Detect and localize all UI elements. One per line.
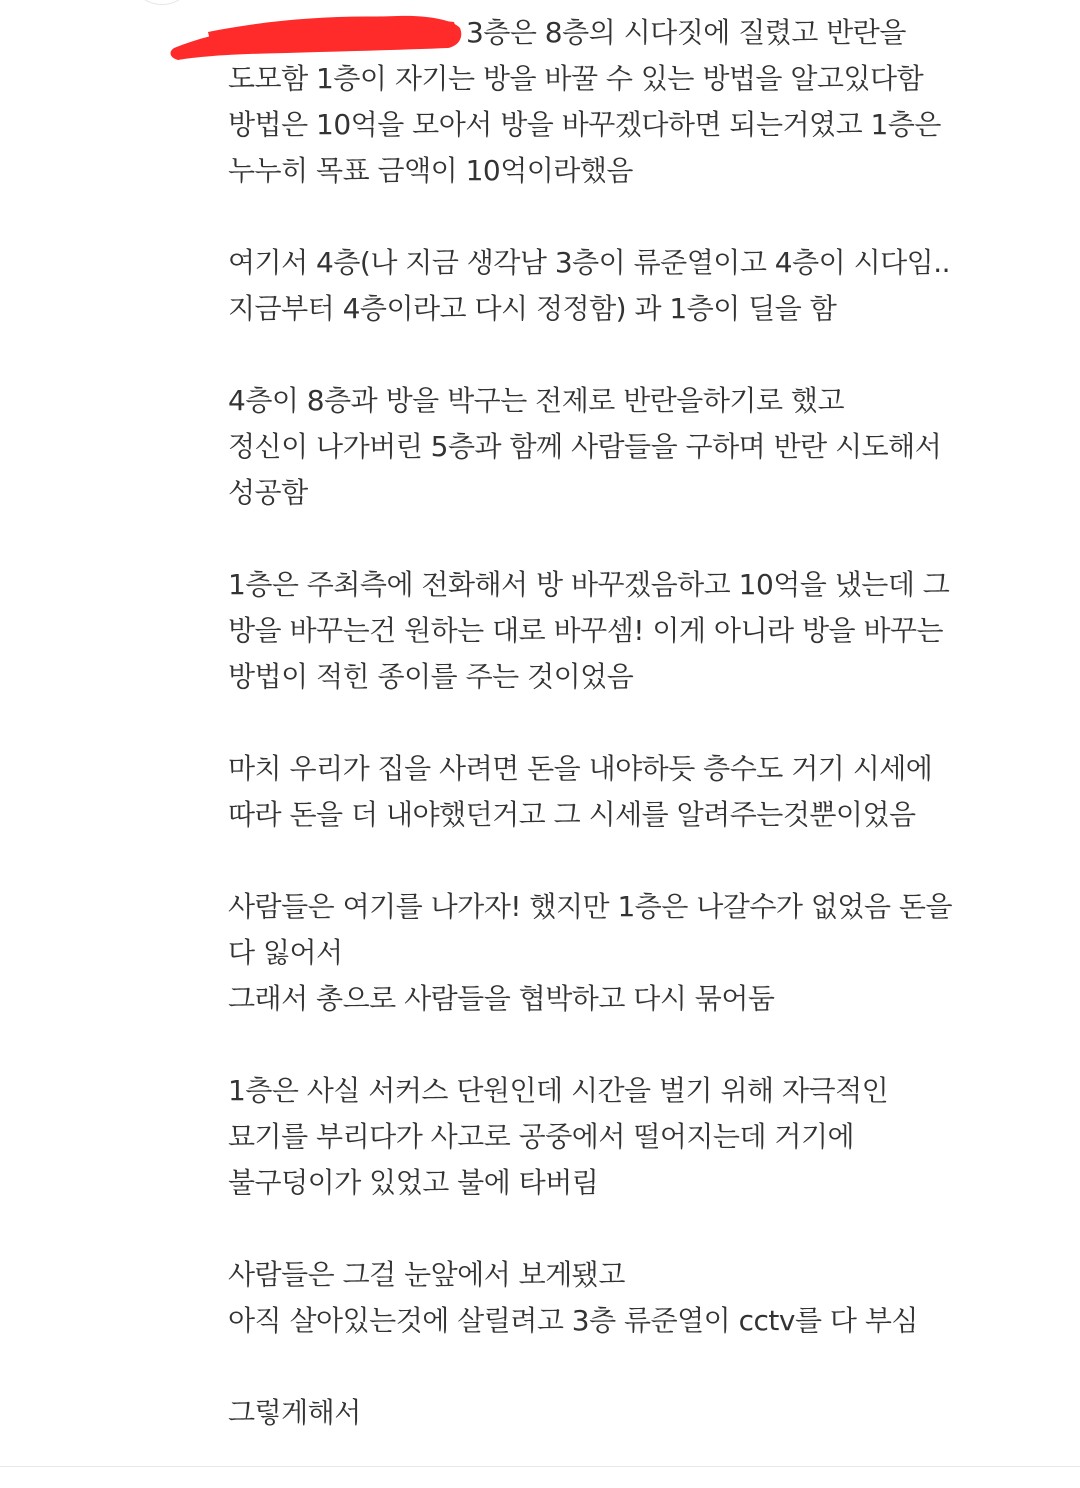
paragraph-gap — [228, 838, 1048, 884]
post-text: 불구덩이가 있었고 불에 타버림 — [228, 1166, 599, 1199]
post-body — [228, 10, 1048, 1436]
post-text: 다 잃어서 — [228, 936, 343, 969]
paragraph-gap — [228, 1022, 1048, 1068]
post-text: 그렇게해서 — [228, 1396, 361, 1429]
post-text-line — [228, 608, 1048, 654]
paragraph-gap — [228, 332, 1048, 378]
post-text-line — [228, 1390, 1048, 1436]
post-text: 지금부터 4층이라고 다시 정정함) 과 1층이 딜을 함 — [228, 292, 837, 325]
post-text: 방법은 10억을 모아서 방을 바꾸겠다하면 되는거였고 1층은 — [228, 108, 941, 141]
paragraph-gap — [228, 194, 1048, 240]
post-text: 성공함 — [228, 476, 308, 509]
paragraph-gap — [228, 516, 1048, 562]
post-text: 방법이 적힌 종이를 주는 것이었음 — [228, 660, 634, 693]
paragraph-gap — [228, 1206, 1048, 1252]
post-text: 여기서 4층(나 지금 생각남 3층이 류준열이고 4층이 시다임.. — [228, 246, 951, 279]
post-text-line — [228, 10, 1048, 56]
post-text-line — [228, 240, 1048, 286]
post-text: 사람들은 여기를 나가자! 했지만 1층은 나갈수가 없었음 돈을 — [228, 890, 952, 923]
post-text-line — [228, 470, 1048, 516]
post-text-line — [228, 976, 1048, 1022]
post-text: 정신이 나가버린 5층과 함께 사람들을 구하며 반란 시도해서 — [228, 430, 942, 463]
post-text-line — [228, 1068, 1048, 1114]
post-text: 아직 살아있는것에 살릴려고 3층 류준열이 cctv를 다 부심 — [228, 1304, 918, 1337]
post-text-line — [228, 102, 1048, 148]
post-text-line — [228, 1298, 1048, 1344]
paragraph-gap — [228, 1344, 1048, 1390]
post-text-line — [228, 884, 1048, 930]
avatar-circle-edge — [128, 0, 196, 5]
bottom-divider — [0, 1466, 1080, 1467]
post-text-line — [228, 378, 1048, 424]
post-text-line — [228, 1114, 1048, 1160]
post-text-line — [228, 562, 1048, 608]
post-text-line — [228, 286, 1048, 332]
post-text: 방을 바꾸는건 원하는 대로 바꾸셈! 이게 아니라 방을 바꾸는 — [228, 614, 944, 647]
post-text: 도모함 1층이 자기는 방을 바꿀 수 있는 방법을 알고있다함 — [228, 62, 924, 95]
paragraph-gap — [228, 700, 1048, 746]
red-marker-redaction — [168, 8, 468, 64]
post-text-line — [228, 1160, 1048, 1206]
post-text-line — [228, 792, 1048, 838]
post-text: 사람들은 그걸 눈앞에서 보게됐고 — [228, 1258, 625, 1291]
post-text-line — [228, 930, 1048, 976]
post-text-line — [228, 148, 1048, 194]
post-text: 1층은 주최측에 전화해서 방 바꾸겠음하고 10억을 냈는데 그 — [228, 568, 950, 601]
post-text-line — [228, 424, 1048, 470]
post-text: 3층은 8층의 시다짓에 질렸고 반란을 — [466, 16, 906, 49]
post-text-line — [228, 654, 1048, 700]
post-text: 따라 돈을 더 내야했던거고 그 시세를 알려주는것뿐이었음 — [228, 798, 916, 831]
post-text: 누누히 목표 금액이 10억이라했음 — [228, 154, 633, 187]
post-text: 그래서 총으로 사람들을 협박하고 다시 묶어둠 — [228, 982, 775, 1015]
post-text: 4층이 8층과 방을 박구는 전제로 반란을하기로 했고 — [228, 384, 844, 417]
post-text: 마치 우리가 집을 사려면 돈을 내야하듯 층수도 거기 시세에 — [228, 752, 933, 785]
post-text-line — [228, 746, 1048, 792]
post-text: 1층은 사실 서커스 단원인데 시간을 벌기 위해 자극적인 — [228, 1074, 889, 1107]
post-text: 묘기를 부리다가 사고로 공중에서 떨어지는데 거기에 — [228, 1120, 855, 1153]
post-text-line — [228, 1252, 1048, 1298]
